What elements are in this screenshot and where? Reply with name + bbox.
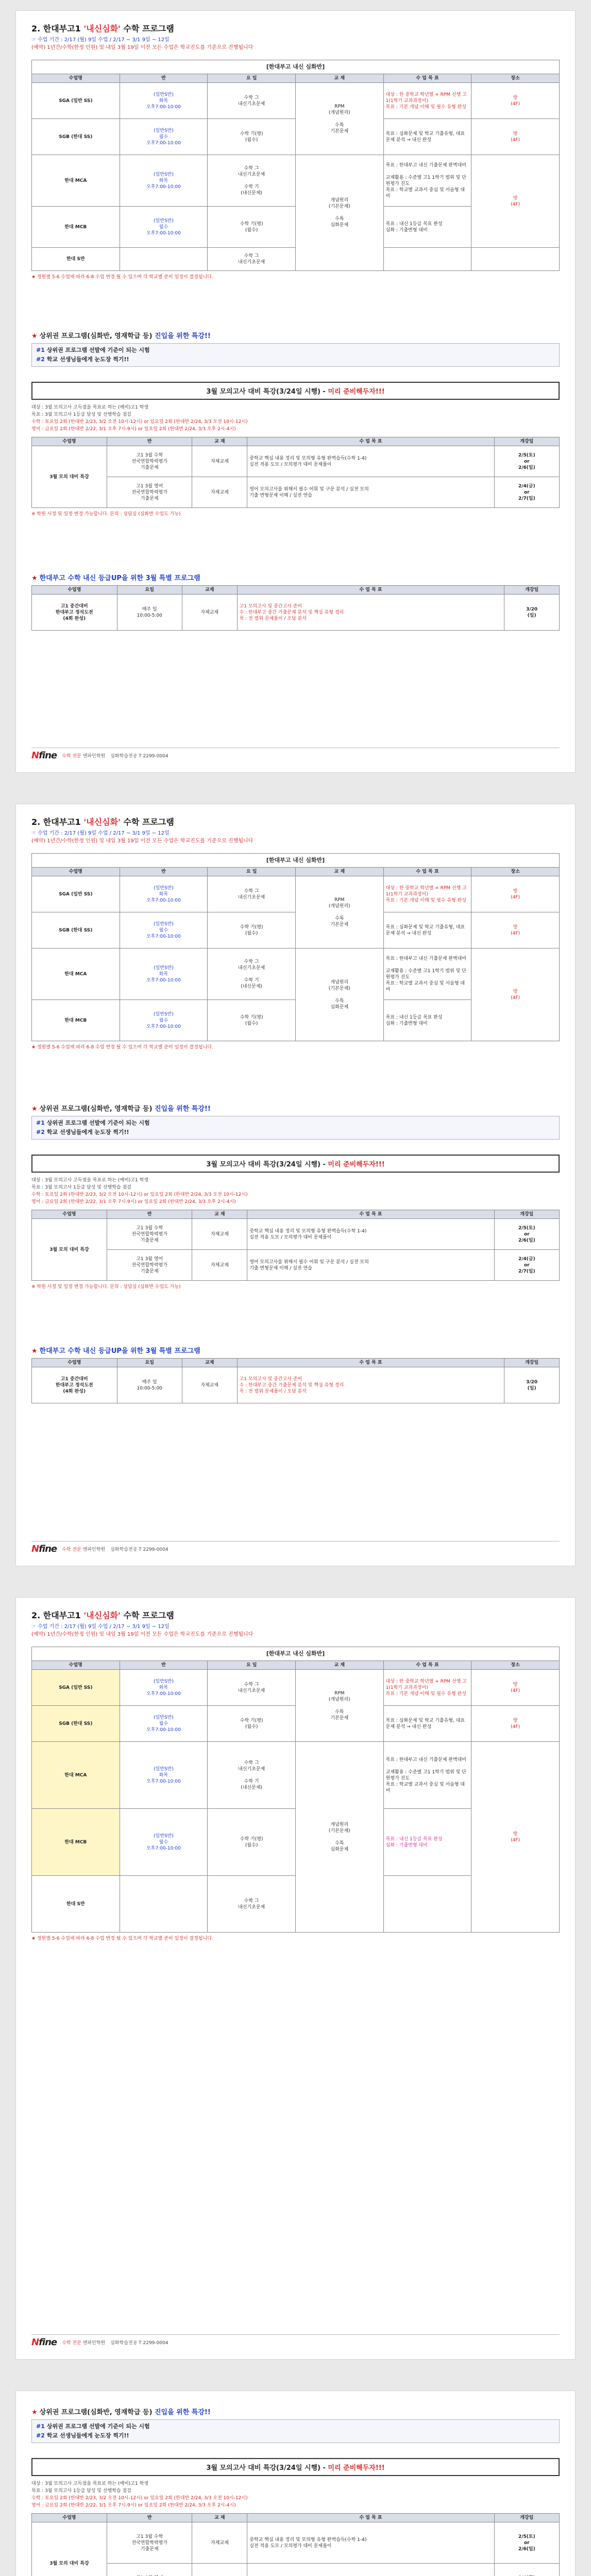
table-row: 한대 S반 수학 그 내신기초문제 xyxy=(32,1876,560,1933)
table-banner: [한대부고 내신 심화반] xyxy=(32,60,560,74)
promo-heading: ★ 상위권 프로그램(심화반, 영재학급 등) 진입을 위한 특강!! xyxy=(31,332,211,340)
promo-heading-section: ★ 상위권 프로그램(심화반, 영재학급 등) 진입을 위한 특강!! #1 상위권 프로그램 선발에 기준이 되는 시험 #2 학교 선생님들에게 눈도장 찍기!! xyxy=(31,1103,560,1140)
page-title: 2. 한대부고1 '내신심화' 수학 프로그램 xyxy=(31,817,174,827)
academy-label: 수학 전문 엔파인학원 xyxy=(62,753,106,759)
table-row: SGB (한대 SS) (일반S반) 월수 오후7:00-10:00 수학 기(평) (월수) 목표 : 심화문제 및 학교 기출유형, 대표 문제 분석 → 내신 완성 방 (4F) xyxy=(32,1706,560,1742)
col-header: 장소 xyxy=(471,74,560,83)
promo-heading-section: ★ 상위권 프로그램(심화반, 영재학급 등) 진입을 위한 특강!! #1 상위권 프로그램 선발에 기준이 되는 시험 #2 학교 선생님들에게 눈도장 찍기!! xyxy=(31,2406,560,2443)
table-row: 한대 MCA (일반S반) 화목 오후7:00-10:00 수학 그 내신기초문제 수학 기 (내신문제) 개념원리 (기본문제) 수특 심화문제 목표 : 한대부고 내신 기출문제 완벽대비 교재활용 : 수준별 고1 1학기 범위 및 단원평가 진도 목표 : 학교별 교과서 중심 및 서술형 대비 방 (4F) xyxy=(32,948,560,1000)
table-row: SGB (한대 SS) (일반S반) 월수 오후7:00-10:00 수학 기(평) (월수) 목표 : 심화문제 및 학교 기출유형, 대표 문제 분석 → 내신 완성 방 (4F) xyxy=(32,119,560,155)
point-item: #2 학교 선생님들에게 눈도장 찍기!! xyxy=(36,356,129,363)
table-row: 한대 S반 수학 그 내신기초문제 xyxy=(32,248,560,271)
table-row xyxy=(32,2564,560,2576)
table-row: SGA (일반 SS) (일반S반) 화목 오후7:00-10:00 수학 그 내신기초문제 RPM (개념원리) 수특 기본문제 대상 : 한 중학교 학년별 + RPM 선행 고1(1학기 교과과정이) 목표 : 기본 개념 이해 및 필수 유형 완성 방 (4F) xyxy=(32,1670,560,1706)
footer-logo-bar xyxy=(31,748,560,762)
col-header: 반 xyxy=(120,74,208,83)
schedule-note: ☞ 수업 기간 : 2/17 (월) 9일 수업 / 2/17 ~ 3/1 9일 ~ 12일 xyxy=(31,37,170,43)
point-item: #1 상위권 프로그램 선발에 기준이 되는 시험 xyxy=(36,347,150,353)
mock-exam-table: 수업명 반 교 재 수 업 목 표 개강일 3월 모의 대비 특강 고1 3월 수학 전국연합학력평가 기출문제 자체교재 중학교 핵심 내용 정리 및 모의형 유형 완벽습득(수학 1-4) 실전 적용 도모 / 모의평가 대비 문제풀이 2/5(토) or 2/6(일) 고1 3월 영어 전국연합학력평가 기출문제 자체교재 영어 모의고사를 위해서 필수 어휘 및 구문 분석 / 실전 모의 기출 변형문제 이해 / 실전 연습 2/4(금) or 2/7(일) xyxy=(31,437,560,508)
mock-exam-title: 3월 모의고사 대비 특강(3/24일 시행) - 미리 준비해두자!!! xyxy=(31,382,560,400)
table-row: 한대 MCB (일반S반) 월수 오후7:00-10:00 수학 기(평) (월수) 목표 : 내신 1등급 목표 완성 심화 : 기출변형 대비 xyxy=(32,1000,560,1041)
page-header: 2. 한대부고1 '내신심화' 수학 프로그램 ☞ 수업 기간 : 2/17 (월) 9일 수업 / 2/17 ~ 3/1 9일 ~ 12일 (예약) 1년간/수학(한정 인원) 및 내일 3월 19일 이전 모든 수업은 학교진도를 기준으로 진행됩니다 xyxy=(31,816,560,845)
footer-logo-bar: Nfine 수학 전문 엔파인학원 심화학습전공 T 2299-0004 xyxy=(31,1541,560,1556)
col-header: 교 재 xyxy=(295,74,383,83)
academy-phone: 심화학습전공 T 2299-0004 xyxy=(110,753,168,759)
special-program-section: ★ 한대부고 수학 내신 등급UP을 위한 3월 특별 프로그램 수업명 요일 교재 수 업 목 표 개강일 고1 중간대비 한대부고 정석도전 (4회 완성) 매주 일 10:00-5:00 자체교재 고1 모의고사 및 중간고사 준비 수 : 한대부고 중간 기출문제 분석 및 핵심 유형 정리 목 : 전 범위 문제풀이 / 오답 분석 3/20 (일) xyxy=(31,1345,560,1403)
table-row: 3월 모의 대비 특강 고1 3월 수학 전국연합학력평가 기출문제 자체교재 중학교 핵심 내용 정리 및 모의형 유형 완벽습득(수학 1-4) 실전 적용 도모 / 모의평가 대비 문제풀이 2/5(토) or 2/6(일) xyxy=(32,446,560,477)
table-row: SGB (한대 SS) (일반S반) 월수 오후7:00-10:00 수학 기(평) (월수) 목표 : 심화문제 및 학교 기출유형, 대표 문제 분석 → 내신 완성 방 (4F) xyxy=(32,912,560,948)
table-row: 한대 MCA (일반S반) 화목 오후7:00-10:00 수학 그 내신기초문제 수학 기 (내신문제) 개념원리 (기본문제) 수특 심화문제 목표 : 한대부고 내신 기출문제 완벽대비 교재활용 : 수준별 고1 1학기 범위 및 단원평가 진도 목표 : 학교별 교과서 중심 및 서술형 대비 방 (4F) xyxy=(32,1742,560,1809)
table-row: 고1 중간대비 한대부고 정석도전 (4회 완성) 매주 일 10:00-5:00 자체교재 고1 모의고사 및 중간고사 준비 수 : 한대부고 중간 기출문제 분석 및 핵심 유형 정리 목 : 전 범위 문제풀이 / 오답 분석 3/20 (일) xyxy=(32,1367,560,1403)
mock-intro: 대상 : 3월 모의고사 고득점을 목표로 하는 (예비)고1 학생 목표 : 3월 모의고사 1등급 달성 및 선행학습 점검 수학 : 토요일 2회 (한대반 2/23, 3/2 오전 10시-12시) or 일요일 2회 (한대반 2/24, 3/3 오전 10시-12시) 영어 : 금요일 2회 (한대반 2/22, 3/1 오후 7시-9시) or 일요일 2회 (한대반 2/24, 3/3 오후 2시-4시) xyxy=(31,405,248,432)
main-class-table: [한대부고 내신 심화반] 수업명 반 요 일 교 재 수 업 목 표 장소 SGA (일반 SS) (일반S반) 화목 오후7:00-10:00 수학 그 내신기초문제 RPM (개념원리) 수특 기본문제 대상 : 한 중학교 학년별 + RPM 선행 고1(1학기 교과과정이) 목표 : 기본 개념 이해 및 필수 유형 완성 방 (4F) SGB (한대 SS) (일반S반) 월수 오후7:00-10:00 수학 기(평) (월수) 목표 : 심화문제 및 학교 기출유형, 대표 문제 분석 → 내신 완성 방 (4F) 한대 MCA (일반S반) 화목 오후7:00-10:00 수학 그 내신기초문제 수학 기 (내신문제) 개념원리 (기본문제) 수특 심화문제 목표 : 한대부고 내신 기출문제 완벽대비 교재활용 : 수준별 고1 1학기 범위 및 단원평가 진도 목표 : 학교별 교과서 중심 및 서술형 대비 방 (4F) 한대 MCB (일반S반) 월수 오후7:00-10:00 수학 기(평) (월수) 목표 : 내신 1등급 목표 완성 심화 : 기출변형 대비 한대 S반 수학 그 내신기초문제 ★ 정원별 5-6 수업에 따라 6-8 수업 변경 될 수 있으며 각 학교별 준비 일정이 결정됩니다. xyxy=(31,1647,560,1941)
mock-exam-section xyxy=(31,382,560,517)
main-class-table xyxy=(31,60,560,280)
table-row: SGA (일반 SS) (일반S반) 화목 오후7:00-10:00 수학 그 내신기초문제 RPM (개념원리) 수특 기본문제 대상 : 한 중학교 학년별 + RPM 선행 고1(1학기 교과과정이) 목표 : 기본 개념 이해 및 필수 유형 완성 방 (4F) xyxy=(32,876,560,912)
table-row: 한대 MCB (일반S반) 월수 오후7:00-10:00 수학 기(평) (월수) 목표 : 내신 1등급 목표 완성 심화 : 기출변형 대비 xyxy=(32,1809,560,1876)
flyer-page-2 xyxy=(15,804,576,1566)
promo-heading-section xyxy=(31,330,560,367)
special-table: 수업명 요일 교재 수 업 목 표 개강일 고1 중간대비 한대부고 정석도전 (4회 완성) 매주 일 10:00-5:00 자체교재 고1 모의고사 및 중간고사 준비 수 : 한대부고 중간 기출문제 분석 및 핵심 유형 정리 목 : 전 범위 문제풀이 / 오답 분석 3/20 (일) xyxy=(31,585,560,631)
col-header: 수업명 xyxy=(32,74,120,83)
point-item: #1 상위권 프로그램 선발에 기준이 되는 시험 xyxy=(36,1120,150,1126)
mock-exam-table: 수업명 반 교 재 수 업 목 표 개강일 3월 모의 대비 특강 고1 3월 수학 전국연합학력평가 기출문제 자체교재 중학교 핵심 내용 정리 및 모의형 유형 완벽습득(수학 1-4) 실전 적용 도모 / 모의평가 대비 문제풀이 2/5(토) or 2/6(일) 고1 3월 영어 전국연합학력평가 기출문제 자체교재 영어 모의고사를 위해서 필수 어휘 및 구문 분석 / 실전 모의 기출 변형문제 이해 / 실전 연습 2/4(금) or 2/7(일) xyxy=(31,1210,560,1281)
table-row: 3월 모의 대비 특강 고1 3월 수학 전국연합학력평가 기출문제 자체교재 중학교 핵심 내용 정리 및 모의형 유형 완벽습득(수학 1-4) 실전 적용 도모 / 모의평가 대비 문제풀이 2/5(토) or 2/6(일) xyxy=(32,2522,560,2564)
point-item: #1 상위권 프로그램 선발에 기준이 되는 시험 xyxy=(36,2423,150,2430)
table-row: 3월 모의 대비 특강 고1 3월 수학 전국연합학력평가 기출문제 자체교재 중학교 핵심 내용 정리 및 모의형 유형 완벽습득(수학 1-4) 실전 적용 도모 / 모의평가 대비 문제풀이 2/5(토) or 2/6(일) xyxy=(32,1219,560,1250)
mock-footnote: ※ 학원 사정 및 일정 변경 가능합니다. 문의 : 상담실 (심화반 수업도 가능) xyxy=(31,512,181,517)
col-header: 요 일 xyxy=(208,74,296,83)
footer-logo-bar: Nfine 수학 전문 엔파인학원 심화학습전공 T 2299-0004 xyxy=(31,2334,560,2349)
table-row: 고1 중간대비 한대부고 정석도전 (4회 완성) 매주 일 10:00-5:00 자체교재 고1 모의고사 및 중간고사 준비 수 : 한대부고 중간 기출문제 분석 및 핵심 유형 정리 목 : 전 범위 문제풀이 / 오답 분석 3/20 (일) xyxy=(32,595,560,631)
star-icon: ★ xyxy=(31,332,38,340)
page-title: 2. 한대부고1 '내신심화' 수학 프로그램 xyxy=(31,24,174,33)
table-row: 한대 MCA (일반S반) 화목 오후7:00-10:00 수학 그 내신기초문제 수학 기 (내신문제) 개념원리 (기본문제) 수특 심화문제 목표 : 한대부고 내신 기출문제 완벽대비 교재활용 : 수준별 고1 1학기 범위 및 단원평가 진도 목표 : 학교별 교과서 중심 및 서술형 대비 방 (4F) xyxy=(32,155,560,207)
table-footnote: ★ 정원별 5-6 수업에 따라 6-8 수업 변경 될 수 있으며 각 학교별 준비 일정이 결정됩니다. xyxy=(31,275,213,280)
brand-logo: Nfine xyxy=(31,750,57,761)
table-row: 한대 MCB (일반S반) 월수 오후7:00-10:00 수학 기(평) (월수) 목표 : 내신 1등급 목표 완성 심화 : 기출변형 대비 xyxy=(32,207,560,248)
table-row: 고1 3월 영어 전국연합학력평가 기출문제 자체교재 영어 모의고사를 위해서 필수 어휘 및 구문 분석 / 실전 모의 기출 변형문제 이해 / 실전 연습 2/4(금) or 2/7(일) xyxy=(32,1250,560,1281)
col-header: 수 업 목 표 xyxy=(383,74,471,83)
point-item: #2 학교 선생님들에게 눈도장 찍기!! xyxy=(36,2432,129,2439)
special-heading: ★ 한대부고 수학 내신 등급UP을 위한 3월 특별 프로그램 xyxy=(31,574,200,582)
brand-logo: Nfine xyxy=(31,1543,57,1554)
brand-logo: Nfine xyxy=(31,2336,57,2348)
star-icon: ★ xyxy=(31,574,38,582)
star-icon: ★ xyxy=(31,1105,38,1113)
point-item: #2 학교 선생님들에게 눈도장 찍기!! xyxy=(36,1129,129,1136)
mock-exam-section: 3월 모의고사 대비 특강(3/24일 시행) - 미리 준비해두자!!! 대상 : 3월 모의고사 고득점을 목표로 하는 (예비)고1 학생 목표 : 3월 모의고사 1등급 달성 및 선행학습 점검 수학 : 토요일 2회 (한대반 2/23, 3/2 오전 10시-12시) or 일요일 2회 (한대반 2/24, 3/3 오전 10시-12시) 영어 : 금요일 2회 (한대반 2/22, 3/1 오후 7시-9시) or 일요일 2회 (한대반 2/24, 3/3 오후 2시-4시) 수업명 반 교 재 수 업 목 표 개강일 3월 모의 대비 특강 고1 3월 수학 전국연합학력평가 기출문제 자체교재 중학교 핵심 내용 정리 및 모의형 유형 완벽습득(수학 1-4) 실전 적용 도모 / 모의평가 대비 문제풀이 2/5(토) or 2/6(일) xyxy=(31,2458,560,2576)
curriculum-note: (예약) 1년간/수학(한정 인원) 및 내일 3월 19일 이전 모든 수업은 학교진도를 기준으로 진행됩니다 xyxy=(31,45,254,50)
flyer-page-4 xyxy=(15,2391,576,2576)
flyer-page-3: 2. 한대부고1 '내신심화' 수학 프로그램 ☞ 수업 기간 : 2/17 (월) 9일 수업 / 2/17 ~ 3/1 9일 ~ 12일 (예약) 1년간/수학(한정 인원) 및 내일 3월 19일 이전 모든 수업은 학교진도를 기준으로 진행됩니다 [한대부고 내신 심화반] 수업명 반 요 일 교 재 수 업 목 표 장소 SGA (일반 SS) (일반S반) 화목 오후7:00-10:00 수학 그 내신기초문제 RPM (개념원리) 수특 기본문제 대상 : 한 중학교 학년별 + RPM 선행 고1(1학기 교과과정이) 목표 : 기본 개념 이해 및 필수 유형 완성 방 (4F) SGB (한대 SS) (일반S반) 월수 오후7:00-10:00 수학 기(평) (월수) 목표 : 심화문제 및 학교 기출유형, 대표 문제 분석 → 내신 완성 방 (4F) 한대 MCA (일반S반) 화목 오후7:00-10:00 수학 그 내신기초문제 수학 기 (내신문제) 개념원리 (기본문제) 수특 심화문제 목표 : 한대부고 내신 기출문제 완벽대비 교재활용 : 수준별 고1 1학기 범위 및 단원평가 진도 목표 : 학교별 교과서 중심 및 서술형 대비 방 (4F) 한대 MCB (일반S반) 월수 오후7:00-10:00 수학 기(평) (월수) 목표 : 내신 1등급 목표 완성 심화 : 기출변형 대비 한대 S반 수학 그 내신기초문제 ★ 정원별 5-6 수업에 따라 6-8 수업 변경 될 수 있으며 각 학교별 준비 일정이 결정됩니다. Nfine 수학 전문 엔파인학원 심화학습전공 T 2299-0004 xyxy=(15,1597,576,2360)
main-class-table: [한대부고 내신 심화반] 수업명 반 요 일 교 재 수 업 목 표 장소 SGA (일반 SS) (일반S반) 화목 오후7:00-10:00 수학 그 내신기초문제 RPM (개념원리) 수특 기본문제 대상 : 한 중학교 학년별 + RPM 선행 고1(1학기 교과과정이) 목표 : 기본 개념 이해 및 필수 유형 완성 방 (4F) SGB (한대 SS) (일반S반) 월수 오후7:00-10:00 수학 기(평) (월수) 목표 : 심화문제 및 학교 기출유형, 대표 문제 분석 → 내신 완성 방 (4F) 한대 MCA (일반S반) 화목 오후7:00-10:00 수학 그 내신기초문제 수학 기 (내신문제) 개념원리 (기본문제) 수특 심화문제 목표 : 한대부고 내신 기출문제 완벽대비 교재활용 : 수준별 고1 1학기 범위 및 단원평가 진도 목표 : 학교별 교과서 중심 및 서술형 대비 방 (4F) 한대 MCB (일반S반) 월수 오후7:00-10:00 수학 기(평) (월수) 목표 : 내신 1등급 목표 완성 심화 : 기출변형 대비 ★ 정원별 5-6 수업에 따라 6-8 수업 변경 될 수 있으며 각 학교별 준비 일정이 결정됩니다. xyxy=(31,853,560,1050)
special-program-section xyxy=(31,572,560,631)
flyer-page-1 xyxy=(15,10,576,773)
points-box xyxy=(31,343,560,367)
star-icon: ★ xyxy=(31,1347,38,1355)
mock-exam-section: 3월 모의고사 대비 특강(3/24일 시행) - 미리 준비해두자!!! 대상 : 3월 모의고사 고득점을 목표로 하는 (예비)고1 학생 목표 : 3월 모의고사 1등급 달성 및 선행학습 점검 수학 : 토요일 2회 (한대반 2/23, 3/2 오전 10시-12시) or 일요일 2회 (한대반 2/24, 3/3 오전 10시-12시) 영어 : 금요일 2회 (한대반 2/22, 3/1 오후 7시-9시) or 일요일 2회 (한대반 2/24, 3/3 오후 2시-4시) 수업명 반 교 재 수 업 목 표 개강일 3월 모의 대비 특강 고1 3월 수학 전국연합학력평가 기출문제 자체교재 중학교 핵심 내용 정리 및 모의형 유형 완벽습득(수학 1-4) 실전 적용 도모 / 모의평가 대비 문제풀이 2/5(토) or 2/6(일) 고1 3월 영어 전국연합학력평가 기출문제 자체교재 영어 모의고사를 위해서 필수 어휘 및 구문 분석 / 실전 모의 기출 변형문제 이해 / 실전 연습 2/4(금) or 2/7(일) ※ 학원 사정 및 일정 변경 가능합니다. 문의 : 상담실 (심화반 수업도 가능) xyxy=(31,1155,560,1290)
table-row: SGA (일반 SS) (일반S반) 화목 오후7:00-10:00 수학 그 내신기초문제 RPM (개념원리) 수특 기본문제 대상 : 한 중학교 학년별 + RPM 선행 고1(1학기 교과과정이) 목표 : 기본 개념 이해 및 필수 유형 완성 방 (4F) xyxy=(32,83,560,119)
page-header xyxy=(31,22,560,52)
table-row: 고1 3월 영어 전국연합학력평가 기출문제 자체교재 영어 모의고사를 위해서 필수 어휘 및 구문 분석 / 실전 모의 기출 변형문제 이해 / 실전 연습 2/4(금) or 2/7(일) xyxy=(32,477,560,508)
star-icon: ★ xyxy=(31,2409,38,2416)
